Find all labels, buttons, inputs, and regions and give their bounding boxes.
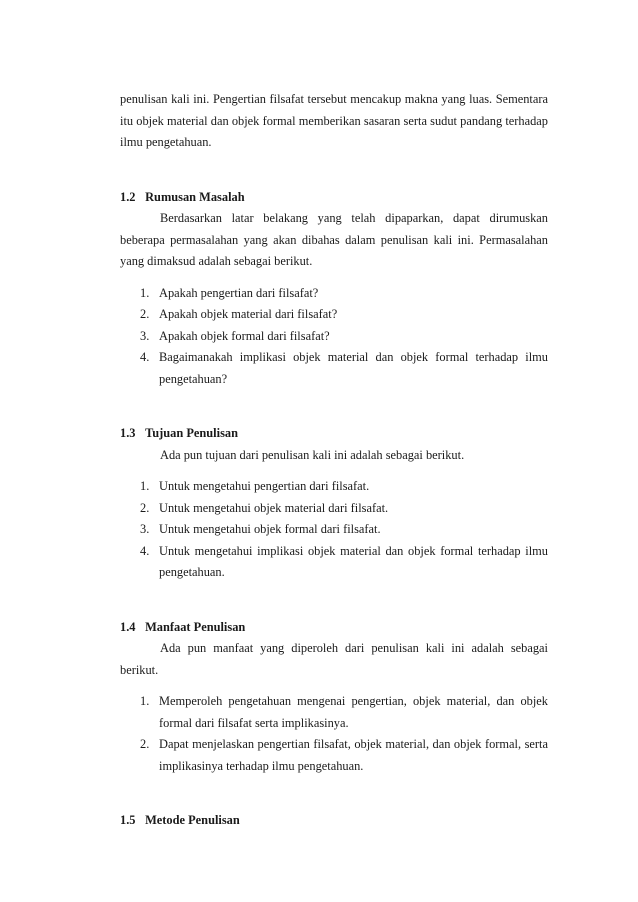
section-title: Tujuan Penulisan [145, 426, 238, 440]
list-item-text: Untuk mengetahui objek formal dari filsafat. [159, 522, 381, 536]
section-rumusan-masalah [120, 187, 548, 391]
list-item-text: Bagaimanakah implikasi objek material dan objek formal terhadap ilmu pengetahuan? [159, 350, 548, 386]
section-paragraph: Ada pun manfaat yang diperoleh dari penulisan kali ini adalah sebagai berikut. [120, 641, 548, 677]
section-title: Manfaat Penulisan [145, 619, 246, 634]
section-number: 1.4 [120, 619, 136, 634]
list-item [120, 326, 548, 348]
section-manfaat-penulisan [120, 617, 548, 778]
section-heading [120, 810, 548, 832]
section-heading [120, 423, 548, 445]
list-marker: 3. [140, 522, 150, 536]
problem-list [120, 283, 548, 391]
list-item-text: Untuk mengetahui objek material dari filsafat. [159, 500, 389, 515]
section-title: Rumusan Masalah [145, 189, 245, 204]
list-item-text: Untuk mengetahui pengertian dari filsafat. [159, 479, 370, 493]
list-marker: 4. [140, 350, 150, 364]
list-item [120, 498, 548, 520]
list-item-text: Dapat menjelaskan pengertian filsafat, objek material, dan objek formal, serta implikasinya terhadap ilmu pengetahuan. [159, 737, 548, 773]
list-item [120, 734, 548, 777]
list-item [120, 541, 548, 584]
list-marker: 2. [140, 307, 150, 321]
list-marker: 4. [140, 543, 150, 558]
list-item-text: Memperoleh pengetahuan mengenai pengertian, objek material, dan objek formal dari filsafat serta implikasinya. [159, 694, 548, 730]
list-item [120, 519, 548, 541]
list-item-text: Apakah objek material dari filsafat? [159, 307, 338, 321]
list-item [120, 691, 548, 734]
list-item [120, 476, 548, 498]
section-paragraph: Ada pun tujuan dari penulisan kali ini adalah sebagai berikut. [160, 447, 465, 462]
list-marker: 1. [140, 479, 150, 493]
list-item [120, 347, 548, 390]
list-item [120, 283, 548, 305]
list-item [120, 304, 548, 326]
benefit-list [120, 691, 548, 777]
list-marker: 2. [140, 500, 150, 515]
list-item-text: Untuk mengetahui implikasi objek material dan objek formal terhadap ilmu pengetahuan. [159, 543, 548, 579]
page-content [120, 89, 548, 832]
section-heading [120, 617, 548, 639]
section-metode-penulisan [120, 810, 548, 832]
list-marker: 2. [140, 737, 150, 751]
list-item-text: Apakah objek formal dari filsafat? [159, 328, 330, 343]
list-item-text: Apakah pengertian dari filsafat? [159, 285, 319, 300]
list-marker: 3. [140, 328, 150, 343]
list-marker: 1. [140, 694, 150, 708]
section-heading [120, 187, 548, 209]
section-tujuan-penulisan [120, 423, 548, 584]
purpose-list [120, 476, 548, 584]
section-number: 1.2 [120, 189, 136, 204]
section-number: 1.3 [120, 426, 136, 440]
list-marker: 1. [140, 285, 150, 300]
intro-paragraph: penulisan kali ini. Pengertian filsafat tersebut mencakup makna yang luas. Sementara itu objek material dan objek formal memberikan sasaran serta sudut pandang terhadap ilmu pengetahuan. [120, 92, 548, 149]
section-title: Metode Penulisan [145, 813, 240, 827]
section-number: 1.5 [120, 813, 136, 827]
section-paragraph: Berdasarkan latar belakang yang telah dipaparkan, dapat dirumuskan beberapa permasalahan yang akan dibahas dalam penulisan kali ini. Permasalahan yang dimaksud adalah sebagai berikut. [120, 211, 548, 268]
